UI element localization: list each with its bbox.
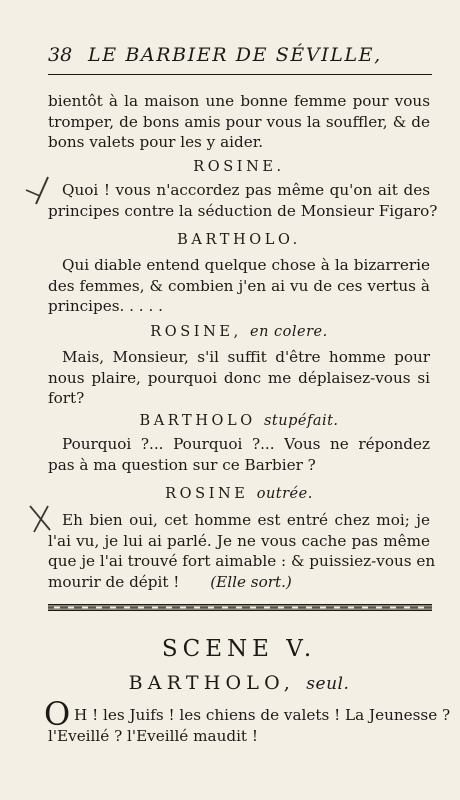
speech-bartholo-2 [48,434,430,475]
speech-rosine-2 [48,347,430,409]
text-line: H ! les Juifs ! les chiens de valets ! La Jeunesse ? [74,706,451,724]
text-line: pas à ma question sur ce Barbier ? [48,455,316,474]
text-line: des femmes, & combien j'en ai vu de ces vertus à [48,276,430,295]
speaker-name: ROSINE [165,486,249,502]
stage-direction: en colere. [250,324,328,340]
running-header [48,44,432,74]
speech-rosine-3 [48,510,436,592]
ornamental-rule [48,604,432,611]
stage-direction: stupéfait. [263,413,339,429]
text-line: Qui diable entend quelque chose à la bizarrerie [62,256,430,274]
speech-bartholo-continued [48,91,430,153]
speaker-rosine-angry [48,322,430,342]
text-line: fort? [48,389,85,407]
stage-direction: seul. [306,674,350,694]
drop-capital: O [44,695,71,733]
text-line [48,572,430,593]
line-text: mourir de dépit ! [48,572,180,591]
speaker-name: ROSINE. [193,159,285,175]
text-line: Pourquoi ?... Pourquoi ?... Vous ne répondez [62,435,430,453]
speaker-rosine [48,157,430,177]
text-line: l'ai vu, je lui ai parlé. Je ne vous cache pas même [48,531,430,550]
page-number: 38 [48,44,73,66]
stage-exit: (Elle sort.) [210,572,292,591]
text-line: bons valets pour les y aider. [48,133,264,151]
scene-speaker [48,671,430,696]
text-line: principes contre la séduction de Monsieur Figaro? [48,201,438,220]
running-title: LE BARBIER DE SÉVILLE, [88,44,382,66]
text-line: Mais, Monsieur, s'il suffit d'être homme pour [62,348,430,366]
text-line: tromper, de bons amis pour vous la souffler, & de [48,112,430,131]
scene-heading: SCENE V. [161,636,317,662]
speaker-name: BARTHOLO [139,413,256,429]
text-line: principes. . . . . [48,297,163,315]
speaker-bartholo [48,230,430,250]
speaker-name: BARTHOLO, [128,672,296,694]
stage-direction: outrée. [256,486,313,502]
speech-bartholo-1 [48,255,430,317]
speaker-rosine-outree [48,484,430,504]
text-line: nous plaire, pourquoi donc me déplaisez-vous si [48,368,430,387]
speaker-name: ROSINE, [150,324,242,340]
text-line: bientôt à la maison une bonne femme pour vous [48,92,430,110]
text-line: que je l'ai trouvé fort aimable : & puissiez-vous en [48,552,436,570]
text-line: l'Eveillé ? l'Eveillé maudit ! [48,726,258,745]
speaker-bartholo-stupefait [48,411,430,431]
speech-bartholo-monologue [48,705,451,746]
text-line: Eh bien oui, cet homme est entré chez moi; je [62,511,430,529]
speaker-name: BARTHOLO. [177,232,301,248]
header-rule [48,74,432,75]
speech-rosine-1 [48,180,438,221]
text-line: Quoi ! vous n'accordez pas même qu'on ait des [62,181,430,199]
